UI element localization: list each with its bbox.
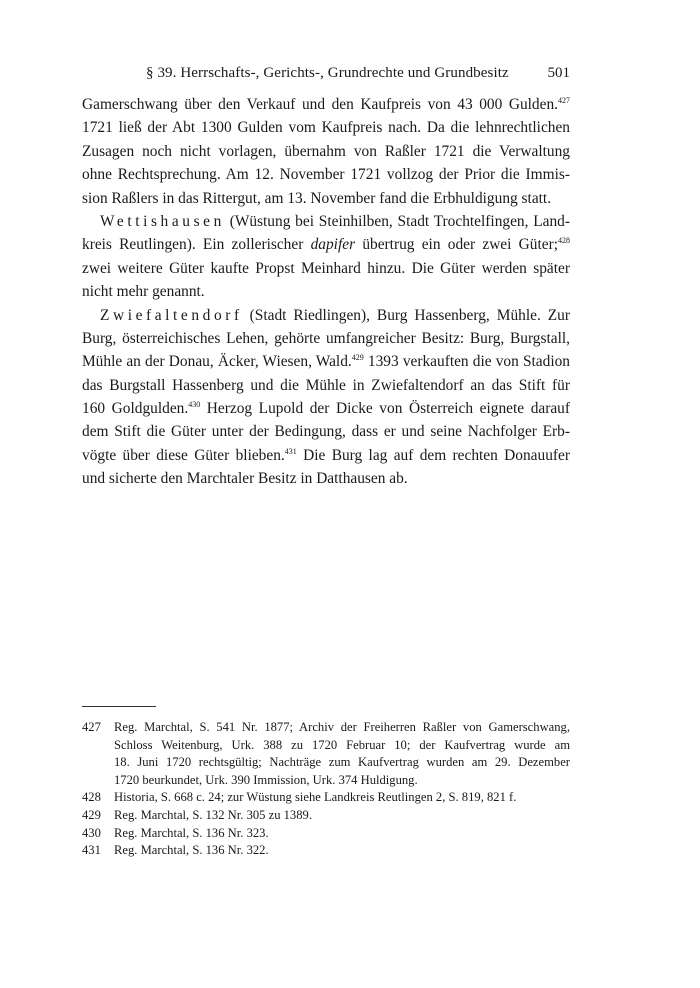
body-text: [82, 93, 570, 491]
text-segment: übertrug ein oder zwei Güter;: [355, 236, 558, 254]
footnote-rule: [82, 706, 156, 707]
text-line: [82, 140, 570, 163]
text-segment: vögte über diese Güter blieben.: [82, 446, 285, 464]
text-line: [82, 327, 570, 350]
text-line: [82, 397, 570, 420]
footnote-text: Reg. Marchtal, S. 132 Nr. 305 zu 1389.: [114, 807, 312, 822]
text-segment: das Burgstall Hassenberg und die Mühle in Zwiefaltendorf an das Stift für: [82, 376, 570, 394]
text-segment: nicht mehr genannt.: [82, 283, 205, 301]
italic-term: dapifer: [310, 236, 356, 254]
text-segment: Gamerschwang über den Verkauf und den Kaufpreis von 43 000 Gulden.: [82, 96, 558, 113]
text-segment: Burg, österreichisches Lehen, gehörte umfangreicher Besitz: Burg, Burgstall,: [82, 329, 570, 347]
text-segment: (Wüstung bei Steinhilben, Stadt Trochtelfingen, Land-: [224, 212, 570, 230]
text-line: [82, 163, 570, 186]
place-name: Zwiefaltendorf: [100, 306, 243, 324]
header-title: § 39. Herrschafts-, Gerichts-, Grundrechte und Grundbesitz: [146, 65, 509, 81]
footnote-ref: 427: [558, 96, 570, 105]
footnote: [82, 789, 570, 807]
text-segment: Herzog Lupold der Dicke von Österreich eignete darauf: [200, 400, 570, 418]
footnote-number: 427: [82, 720, 101, 734]
footnote-text: 18. Juni 1720 rechtsgültig; Nachträge zum Kaufvertrag wurden am 29. Dezember: [114, 755, 570, 770]
text-line: [82, 467, 570, 490]
footnote-text: 1720 beurkundet, Urk. 390 Immission, Urk. 374 Huldigung.: [114, 772, 418, 787]
running-header: [82, 58, 570, 88]
footnotes: [82, 719, 570, 860]
text-segment: 160 Goldgulden.: [82, 400, 189, 418]
footnote-number: 430: [82, 825, 101, 840]
text-line: [82, 304, 570, 327]
text-segment: und sicherte den Marchtaler Besitz in Datthausen ab.: [82, 470, 408, 488]
text-segment: zwei weitere Güter kaufte Propst Meinhard hinzu. Die Güter werden später: [82, 259, 570, 277]
footnote-text: Schloss Weitenburg, Urk. 388 zu 1720 Februar 10; der Kaufvertrag wurde am: [114, 737, 570, 752]
text-segment: kreis Reutlingen). Ein zollerischer: [82, 236, 311, 254]
text-line: [82, 350, 570, 373]
footnote-number: 429: [82, 807, 101, 822]
text-line: [82, 374, 570, 397]
text-segment: ohne Rechtsprechung. Am 12. November 1721 vollzog der Prior die Immis-: [82, 166, 570, 184]
text-segment: sion Raßlers in das Rittergut, am 13. November fand die Erbhuldigung statt.: [82, 189, 552, 207]
text-segment: Zusagen noch nicht vorlagen, übernahm von Raßler 1721 die Verwaltung: [82, 142, 570, 160]
text-segment: dem Stift die Güter unter der Bedingung, dass er und seine Nachfolger Erb-: [82, 423, 570, 441]
footnote-number: 431: [82, 843, 101, 858]
footnote-text: Reg. Marchtal, S. 541 Nr. 1877; Archiv der Freiherren Raßler von Gamerschwang,: [114, 720, 570, 734]
page-number: 501: [547, 65, 570, 81]
footnote: [82, 807, 570, 825]
text-line: [82, 444, 570, 467]
text-line: [82, 280, 570, 303]
footnote: [82, 825, 570, 843]
text-line: [82, 116, 570, 139]
text-segment: 1721 ließ der Abt 1300 Gulden vom Kaufpreis nach. Da die lehnrechtlichen: [82, 119, 570, 137]
text-segment: Die Burg lag auf dem rechten Donauufer: [296, 446, 570, 464]
footnote-text: Reg. Marchtal, S. 136 Nr. 322.: [114, 843, 269, 858]
footnote-ref: 431: [284, 446, 297, 456]
footnote-ref: 428: [557, 236, 570, 246]
text-segment: (Stadt Riedlingen), Burg Hassenberg, Mühle. Zur: [242, 306, 570, 324]
text-segment: 1393 verkauften die von Stadion: [363, 353, 571, 371]
footnote: [82, 719, 570, 789]
footnote: [82, 842, 570, 860]
text-line: [82, 187, 570, 210]
footnote-ref: 430: [188, 400, 201, 410]
place-name: Wettishausen: [100, 212, 225, 230]
footnote-text: Historia, S. 668 c. 24; zur Wüstung siehe Landkreis Reutlingen 2, S. 819, 821 f.: [114, 790, 517, 805]
text-line: [82, 210, 570, 233]
text-line: [82, 420, 570, 443]
footnote-number: 428: [82, 790, 101, 805]
text-line: [82, 93, 570, 116]
footnote-text: Reg. Marchtal, S. 136 Nr. 323.: [114, 825, 269, 840]
text-segment: Mühle an der Donau, Äcker, Wiesen, Wald.: [82, 353, 352, 371]
footnote-ref: 429: [351, 353, 364, 363]
text-line: [82, 233, 570, 256]
text-line: [82, 257, 570, 280]
